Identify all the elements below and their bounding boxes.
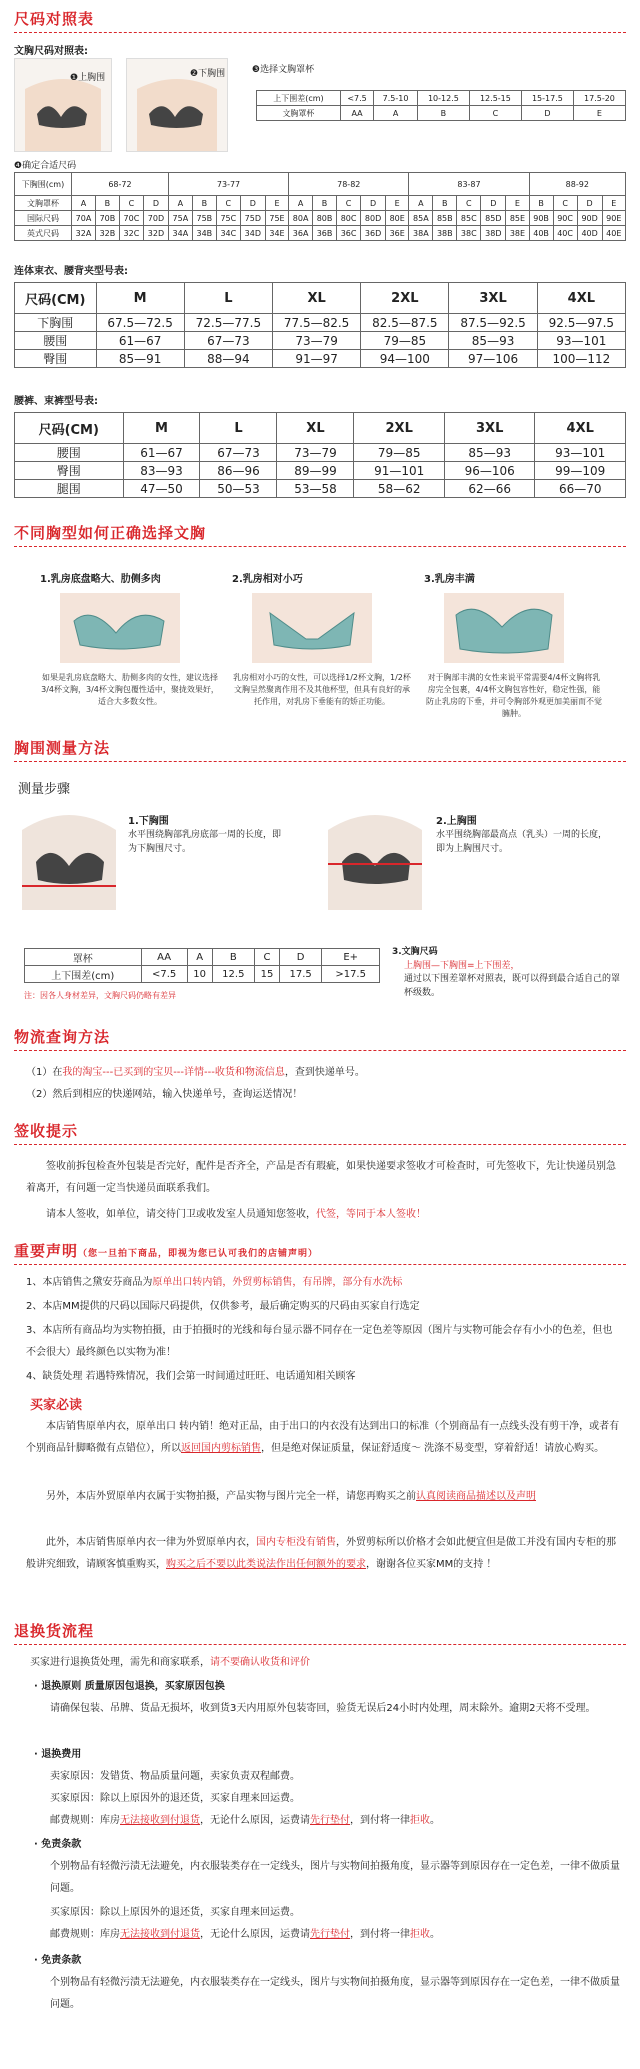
size-cell: 61—67 (96, 332, 184, 350)
statement-title: 重要声明（您一旦拍下商品，即视为您已认可我们的店铺声明） (14, 1242, 319, 1260)
size-cell: 91—101 (354, 462, 445, 480)
size-cell: 36E (386, 226, 409, 241)
size-head-cell: 尺码(CM) (15, 283, 97, 314)
size-cell: 61—67 (123, 444, 200, 462)
size-cell: 80D (361, 211, 386, 226)
size-cell: 67—73 (184, 332, 272, 350)
size-cell: 86—96 (200, 462, 277, 480)
must-para-2: 另外，本店外贸原单内衣属于实物拍摄，产品实物与图片完全一样，请您再购买之前认真阅读商品描述以及声明 (46, 1491, 536, 1502)
cup-measure-cell: AA (141, 949, 187, 966)
size-cell: 77.5—82.5 (272, 314, 360, 332)
bra-card-title: 2.乳房相对小巧 (232, 574, 303, 585)
size-head-cell: L (200, 413, 277, 444)
cup-head-cell: <7.5 (340, 91, 373, 106)
size-cell: 90C (553, 211, 577, 226)
shapewear-title: 腰裤、束裤型号表: (14, 396, 98, 407)
size-cell: 75B (192, 211, 216, 226)
cup-measure-cell: D (279, 949, 321, 966)
size-cell: 85C (457, 211, 481, 226)
size-cell: 34E (265, 226, 288, 241)
size-cell: 75C (216, 211, 240, 226)
under-bust-desc: 水平围绕胸部乳房底部一周的长度，即为下胸围尺寸。 (128, 830, 282, 854)
size-cell: D (240, 196, 265, 211)
size-cell: 80A (289, 211, 313, 226)
size-cell: 80C (337, 211, 361, 226)
cup-head-cell: 15-17.5 (521, 91, 573, 106)
size-head-cell: 下胸围(cm) (15, 173, 72, 196)
return-intro: 买家进行退换货处理，需先和商家联系，请不要确认收货和评价 (30, 1657, 310, 1668)
bra-image (252, 593, 372, 663)
size-cell: 89—99 (277, 462, 354, 480)
row-label: 英式尺码 (15, 226, 72, 241)
size-cell: 腰围 (15, 444, 124, 462)
size-cell: 88—94 (184, 350, 272, 368)
size-cell: 臀围 (15, 462, 124, 480)
must-para-1: 本店销售原单内衣，原单出口 转内销！绝对正品，由于出口的内衣没有达到出口的标准（个别商品有一点线头没有剪干净，或者有个别商品针脚略微有点错位），所以返回国内剪标销售，但是绝对保证质量，保证舒适度～ 洗涤不易变型，穿着舒适！请放心购买。 (26, 1421, 620, 1454)
size-cell: 38A (409, 226, 433, 241)
size-cell: B (529, 196, 553, 211)
bra-chart-subtitle: 文胸尺码对照表: (14, 46, 88, 57)
logistics-path: 我的淘宝---已买到的宝贝---详情---收货和物流信息 (62, 1067, 285, 1078)
size-head-cell: 3XL (444, 413, 535, 444)
disclaimer-text: 个别物品有轻微污渍无法避免，内衣服装类存在一定线头，图片与实物间拍摄角度，显示器等到原因存在一定色差，一律不做质量问题。 (50, 1861, 620, 1894)
size-head-cell: 尺码(CM) (15, 413, 124, 444)
size-head-cell: 88-92 (529, 173, 625, 196)
size-cell: 34C (216, 226, 240, 241)
size-cell: 38C (457, 226, 481, 241)
size-cell: 66—70 (535, 480, 626, 498)
size-head-cell: 2XL (361, 283, 449, 314)
size-cell: 85—93 (449, 332, 537, 350)
size-cell: A (289, 196, 313, 211)
size-head-cell: 4XL (535, 413, 626, 444)
size-cell: 90D (577, 211, 602, 226)
size-cell: 70B (95, 211, 119, 226)
bra-image (444, 593, 564, 663)
size-cell: 87.5—92.5 (449, 314, 537, 332)
size-cell: B (95, 196, 119, 211)
bra-size-formula: 上胸围—下胸围=上下围差， (404, 961, 520, 971)
statement-note: （您一旦拍下商品，即视为您已认可我们的店铺声明） (78, 1249, 319, 1259)
cup-measure-cell: 10 (187, 966, 212, 983)
cup-measure-cell: >17.5 (322, 966, 380, 983)
size-head-cell: L (184, 283, 272, 314)
bra-size-step-title: 3.文胸尺码 (392, 947, 438, 957)
measure-title: 胸围测量方法 (14, 739, 111, 757)
receipt-para-1: 签收前拆包检查外包装是否完好，配件是否齐全，产品是否有瑕疵，如果快递要求签收才可检查时，可先签收下，先让快递员别急着离开，有问题一定当快递员面联系我们。 (26, 1161, 616, 1194)
size-cell: 90B (529, 211, 553, 226)
cup-measure-cell: B (212, 949, 254, 966)
size-cell: 40E (602, 226, 625, 241)
bra-size-step-desc: 通过以下围差罩杯对照表，既可以得到最合适自己的罩杯级数。 (404, 974, 621, 998)
bra-size-table (14, 172, 626, 241)
size-cell: E (506, 196, 529, 211)
size-cell: 47—50 (123, 480, 200, 498)
size-cell: 82.5—87.5 (361, 314, 449, 332)
size-cell: 下胸围 (15, 314, 97, 332)
select-cup-label: ❸选择文胸罩杯 (252, 65, 315, 75)
statement-item-4: 4、缺货处理 若遇特殊情况，我们会第一时间通过旺旺、电话通知相关顾客 (26, 1371, 356, 1382)
cup-difference-table (256, 90, 626, 121)
size-cell: 80E (386, 211, 409, 226)
under-bust-title: 1.下胸围 (128, 816, 169, 827)
size-cell: C (216, 196, 240, 211)
size-head-cell: 3XL (449, 283, 537, 314)
cup-measure-cell: 上下围差(cm) (25, 966, 142, 983)
return-principle-text: 请确保包装、吊牌、货品无损坏，收到货3天内用原外包装寄回，验货无误后24小时内处理，周末除外。逾期2天将不受理。 (50, 1703, 596, 1714)
cup-row-cell: E (573, 106, 625, 121)
size-cell: 40B (529, 226, 553, 241)
disclaimer-buyer: 买家原因：除以上原因外的退还货，买家自理来回运费。 (50, 1907, 300, 1918)
bra-card-1 (40, 570, 220, 708)
size-cell: 99—109 (535, 462, 626, 480)
size-cell: 85D (481, 211, 506, 226)
size-head-cell: 78-82 (289, 173, 409, 196)
size-cell: 36C (337, 226, 361, 241)
cup-row-cell: 文胸罩杯 (257, 106, 341, 121)
size-cell: 96—106 (444, 462, 535, 480)
upper-bust-title: 2.上胸围 (436, 816, 477, 827)
cup-measure-table (24, 948, 380, 983)
size-cell: 67—73 (200, 444, 277, 462)
cup-row-cell: C (469, 106, 521, 121)
size-cell: 腿围 (15, 480, 124, 498)
cup-measure-cell: C (254, 949, 279, 966)
size-cell: A (409, 196, 433, 211)
size-cell: 36A (289, 226, 313, 241)
size-cell: 70A (72, 211, 96, 226)
size-cell: 34D (240, 226, 265, 241)
size-cell: D (361, 196, 386, 211)
size-chart-title: 尺码对照表 (14, 10, 95, 28)
size-cell: 32D (143, 226, 168, 241)
upper-bust-label: ❶上胸围 (70, 73, 106, 83)
return-fee-rule: 邮费规则：库房无法接收到付退货，无论什么原因，运费请先行垫付，到付将一律拒收。 (50, 1815, 440, 1826)
cup-head-cell: 7.5-10 (374, 91, 418, 106)
return-fee-seller: 卖家原因：发错货、物品质量问题，卖家负责双程邮费。 (50, 1771, 300, 1782)
size-cell: 36B (313, 226, 337, 241)
bra-card-title: 1.乳房底盘略大、肋侧多肉 (40, 574, 161, 585)
size-cell: 36D (361, 226, 386, 241)
row-label: 国际尺码 (15, 211, 72, 226)
size-cell: E (602, 196, 625, 211)
return-fee-buyer: 买家原因：除以上原因外的退还货，买家自理来回运费。 (50, 1793, 300, 1804)
size-cell: 臀围 (15, 350, 97, 368)
must-para-3: 此外，本店销售原单内衣一律为外贸原单内衣，国内专柜没有销售，外贸剪标所以价格才会如此便宜但是做工并没有国内专柜的那般讲究细致，请顾客慎重购买，购买之后不要以此类说法作出任何额外的要求，谢谢各位买家MM的支持 ！ (26, 1537, 616, 1570)
size-cell: A (72, 196, 96, 211)
divider (14, 1644, 626, 1645)
size-cell: 75A (168, 211, 192, 226)
size-cell: 40C (553, 226, 577, 241)
statement-item-3: 3、本店所有商品均为实物拍摄，由于拍摄时的光线和每台显示器不同存在一定色差等原因（图片与实物可能会存有小小的色差，但也不会很大）最终颜色以实物为准！ (26, 1325, 613, 1358)
bra-card-3 (424, 570, 604, 720)
bodysuit-title: 连体束衣、腰背夹型号表: (14, 266, 128, 277)
under-bust-label: ❷下胸围 (190, 69, 226, 79)
bra-type-title: 不同胸型如何正确选择文胸 (14, 524, 207, 542)
size-cell: 100—112 (537, 350, 625, 368)
disclaimer-fee-rule: 邮费规则：库房无法接收到付退货，无论什么原因，运费请先行垫付，到付将一律拒收。 (50, 1929, 440, 1940)
size-cell: 94—100 (361, 350, 449, 368)
size-cell: 79—85 (361, 332, 449, 350)
cup-measure-cell: 12.5 (212, 966, 254, 983)
divider (14, 32, 626, 33)
bra-card-desc: 乳房相对小巧的女性，可以选择1/2杯文胸，1/2杯文胸呈然聚离作用不及其他杯型，但具有良好的承托作用，对乳房下垂能有的矫正功能。 (233, 673, 411, 706)
size-cell: 75D (240, 211, 265, 226)
size-cell: 92.5—97.5 (537, 314, 625, 332)
step4-label: ❹确定合适尺码 (14, 161, 77, 171)
size-cell: 62—66 (444, 480, 535, 498)
receipt-title: 签收提示 (14, 1122, 79, 1140)
size-cell: B (313, 196, 337, 211)
size-cell: 38D (481, 226, 506, 241)
measure-note: 注：因各人身材差异，文胸尺码仍略有差异 (24, 991, 176, 1000)
size-cell: B (192, 196, 216, 211)
size-cell: 85E (506, 211, 529, 226)
size-cell: 85A (409, 211, 433, 226)
cup-row-cell: A (374, 106, 418, 121)
cup-measure-cell: <7.5 (141, 966, 187, 983)
cup-row-cell: B (417, 106, 469, 121)
size-cell: 50—53 (200, 480, 277, 498)
size-head-cell: 4XL (537, 283, 625, 314)
cup-measure-cell: A (187, 949, 212, 966)
steps-label: 测量步骤 (18, 782, 71, 797)
size-cell: D (577, 196, 602, 211)
size-cell: C (553, 196, 577, 211)
bodysuit-size-table (14, 282, 626, 368)
size-cell: 70C (119, 211, 143, 226)
size-cell: 73—79 (272, 332, 360, 350)
bra-card-desc: 如果是乳房底盘略大、肋侧多肉的女性，建议选择3/4杯文胸，3/4杯文胸包覆性适中，聚拢效果好，适合大多数女性。 (41, 673, 219, 706)
statement-item-1: 1、本店销售之黛安芬商品为原单出口转内销，外贸剪标销售，有吊牌，部分有水洗标 (26, 1277, 403, 1288)
size-cell: 93—101 (537, 332, 625, 350)
size-cell: 91—97 (272, 350, 360, 368)
cup-head-cell: 上下围差(cm) (257, 91, 341, 106)
cup-measure-cell: 罩杯 (25, 949, 142, 966)
size-head-cell: 83-87 (409, 173, 529, 196)
cup-head-cell: 17.5-20 (573, 91, 625, 106)
size-cell: 70D (143, 211, 168, 226)
row-label: 文胸罩杯 (15, 196, 72, 211)
upper-bust-figure (320, 800, 430, 910)
size-cell: B (433, 196, 457, 211)
divider (14, 1264, 626, 1265)
return-principle: · 退换原则 质量原因包退换，买家原因包换 (34, 1681, 225, 1692)
size-cell: 58—62 (354, 480, 445, 498)
size-cell: 80B (313, 211, 337, 226)
size-cell: D (481, 196, 506, 211)
receipt-para-2: 请本人签收，如单位，请交待门卫或收发室人员通知您签收，代签，等同于本人签收！ (46, 1209, 426, 1220)
size-cell: 67.5—72.5 (96, 314, 184, 332)
size-head-cell: 68-72 (72, 173, 169, 196)
disclaimer-text-2: 个别物品有轻微污渍无法避免，内衣服装类存在一定线头，图片与实物间拍摄角度，显示器等到原因存在一定色差，一律不做质量问题。 (50, 1977, 620, 2010)
size-cell: C (457, 196, 481, 211)
size-cell: D (143, 196, 168, 211)
bra-image (60, 593, 180, 663)
size-cell: E (386, 196, 409, 211)
size-cell: 75E (265, 211, 288, 226)
size-cell: 97—106 (449, 350, 537, 368)
cup-head-cell: 12.5-15 (469, 91, 521, 106)
divider (14, 1144, 626, 1145)
disclaimer-heading: · 免责条款 (34, 1839, 82, 1850)
size-head-cell: 73-77 (168, 173, 288, 196)
logistics-title: 物流查询方法 (14, 1028, 111, 1046)
size-cell: 32A (72, 226, 96, 241)
size-cell: 85B (433, 211, 457, 226)
size-cell: 83—93 (123, 462, 200, 480)
size-cell: 93—101 (535, 444, 626, 462)
size-cell: 40D (577, 226, 602, 241)
divider (14, 546, 626, 547)
size-cell: 38E (506, 226, 529, 241)
size-cell: A (168, 196, 192, 211)
upper-bust-desc: 水平围绕胸部最高点（乳头）一周的长度，即为上胸围尺寸。 (436, 830, 608, 854)
size-cell: 32C (119, 226, 143, 241)
size-head-cell: XL (272, 283, 360, 314)
logistics-line-1: （1）在我的淘宝---已买到的宝贝---详情---收货和物流信息，查到快递单号。 (26, 1067, 365, 1078)
shapewear-size-table (14, 412, 626, 498)
size-cell: 85—91 (96, 350, 184, 368)
divider (14, 761, 626, 762)
size-cell: 53—58 (277, 480, 354, 498)
size-cell: 79—85 (354, 444, 445, 462)
size-head-cell: 2XL (354, 413, 445, 444)
size-cell: 34A (168, 226, 192, 241)
size-cell: C (119, 196, 143, 211)
size-cell: 90E (602, 211, 625, 226)
size-cell: 73—79 (277, 444, 354, 462)
logistics-line-2: （2）然后到相应的快递网站，输入快递单号，查询运送情况！ (26, 1089, 303, 1100)
statement-item-2: 2、本店MM提供的尺码以国际尺码提供，仅供参考，最后确定购买的尺码由买家自行选定 (26, 1301, 420, 1312)
return-fee: · 退换费用 (34, 1749, 82, 1760)
bra-card-2 (232, 570, 412, 708)
size-head-cell: M (96, 283, 184, 314)
size-cell: 72.5—77.5 (184, 314, 272, 332)
cup-measure-cell: 15 (254, 966, 279, 983)
bra-card-title: 3.乳房丰满 (424, 574, 475, 585)
cup-row-cell: D (521, 106, 573, 121)
cup-row-cell: AA (340, 106, 373, 121)
bra-card-desc: 对于胸部丰满的女性来说平常需要4/4杯文胸将乳房完全包裹，4/4杯文胸包容性好，稳定性强，能防止乳房的下垂，并可令胸部外观更加美丽而不觉臃肿。 (426, 673, 602, 718)
under-bust-figure (14, 800, 124, 910)
size-cell: 32B (95, 226, 119, 241)
size-cell: 38B (433, 226, 457, 241)
size-cell: 腰围 (15, 332, 97, 350)
size-cell: C (337, 196, 361, 211)
size-head-cell: XL (277, 413, 354, 444)
buyer-must-read: 买家必读 (30, 1398, 83, 1413)
size-cell: 34B (192, 226, 216, 241)
cup-measure-cell: 17.5 (279, 966, 321, 983)
size-head-cell: M (123, 413, 200, 444)
divider (14, 1050, 626, 1051)
size-cell: E (265, 196, 288, 211)
return-title: 退换货流程 (14, 1622, 95, 1640)
cup-measure-cell: E+ (322, 949, 380, 966)
cup-head-cell: 10-12.5 (417, 91, 469, 106)
size-cell: 85—93 (444, 444, 535, 462)
disclaimer-heading-2: · 免责条款 (34, 1955, 82, 1966)
